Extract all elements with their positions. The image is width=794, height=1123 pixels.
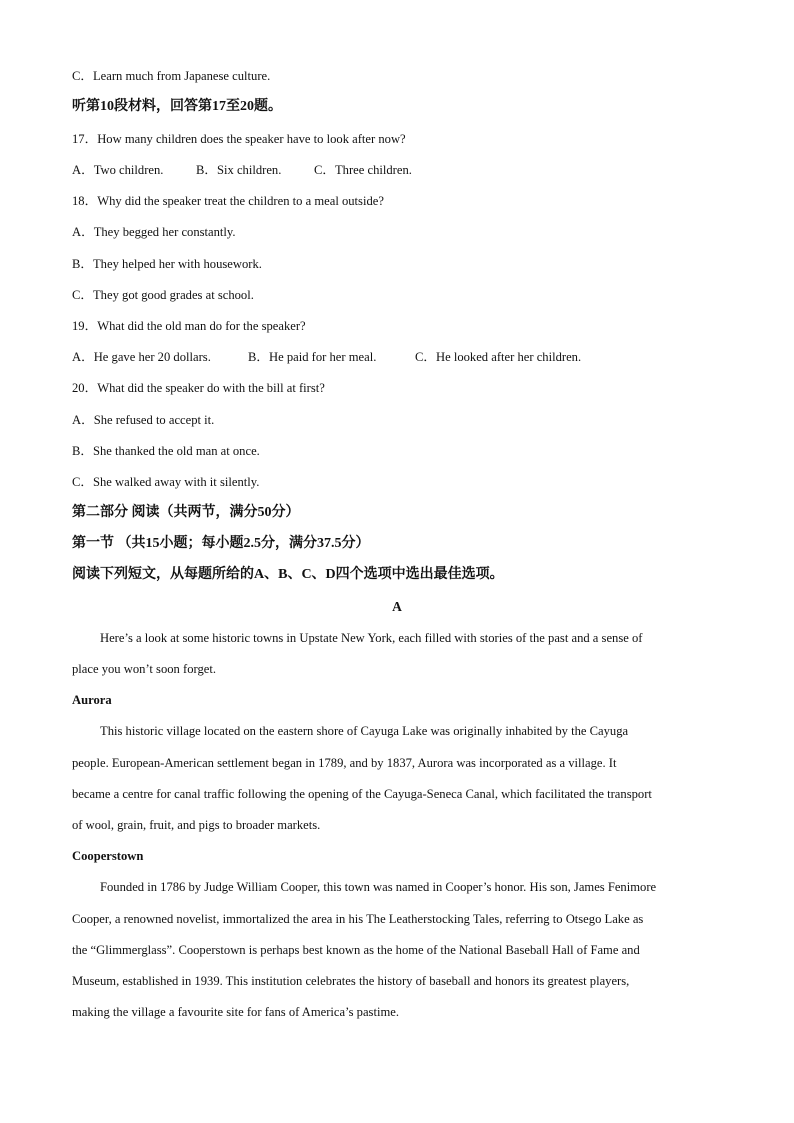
cooperstown-line-1: Founded in 1786 by Judge William Cooper, this town was named in Cooper’s honor. His son, James Fenimore [100,880,657,894]
q20-option-b: B．She thanked the old man at once. [72,444,260,458]
intro-line-1: Here’s a look at some historic towns in Upstate New York, each filled with stories of the past and a sense of [100,631,643,645]
aurora-line-1: This historic village located on the eastern shore of Cayuga Lake was originally inhabited by the Cayuga [100,724,629,738]
cooperstown-heading: Cooperstown [72,849,144,863]
q19-stem: 19．What did the old man do for the speaker? [72,319,306,333]
cooperstown-line-3: the “Glimmerglass”. Cooperstown is perhaps best known as the home of the National Baseball Hall of Fame and [72,943,640,957]
intro-line-2: place you won’t soon forget. [72,662,216,676]
q19-option-a: A．He gave her 20 dollars. [72,350,211,364]
section10-heading: 听第10段材料，回答第17至20题。 [72,99,282,114]
q20-stem: 20．What did the speaker do with the bill at first? [72,381,325,395]
q17-option-a: A．Two children. [72,163,164,177]
q17-stem: 17．How many children does the speaker have to look after now? [72,132,406,146]
q17-option-b: B．Six children. [196,163,282,177]
q16-option-c: C．Learn much from Japanese culture. [72,69,271,83]
aurora-line-3: became a centre for canal traffic following the opening of the Cayuga-Seneca Canal, which facilitated the transport [72,787,652,801]
q20-option-a: A．She refused to accept it. [72,413,215,427]
q18-option-c: C．They got good grades at school. [72,288,254,302]
aurora-line-4: of wool, grain, fruit, and pigs to broader markets. [72,818,321,832]
reading-instruction: 阅读下列短文，从每题所给的A、B、C、D四个选项中选出最佳选项。 [72,567,504,582]
aurora-heading: Aurora [72,693,112,707]
aurora-line-2: people. European-American settlement began in 1789, and by 1837, Aurora was incorporated as a village. It [72,756,617,770]
q19-option-b: B．He paid for her meal. [248,350,377,364]
q18-option-b: B．They helped her with housework. [72,257,262,271]
passage-label: A [392,599,402,614]
q19-option-c: C．He looked after her children. [415,350,582,364]
q17-options [72,162,412,178]
section1-heading: 第一节 （共15小题；每小题2.5分，满分37.5分） [72,536,370,551]
q19-options [72,349,581,365]
q18-option-a: A．They begged her constantly. [72,225,236,239]
q20-option-c: C．She walked away with it silently. [72,475,260,489]
cooperstown-line-4: Museum, established in 1939. This institution celebrates the history of baseball and honors its greatest players, [72,974,630,988]
part2-heading: 第二部分 阅读（共两节，满分50分） [72,505,300,520]
q18-stem: 18．Why did the speaker treat the children to a meal outside? [72,194,384,208]
q17-option-c: C．Three children. [314,163,412,177]
cooperstown-line-2: Cooper, a renowned novelist, immortalized the area in his The Leatherstocking Tales, referring to Otsego Lake as [72,912,644,926]
cooperstown-line-5: making the village a favourite site for fans of America’s pastime. [72,1005,399,1019]
